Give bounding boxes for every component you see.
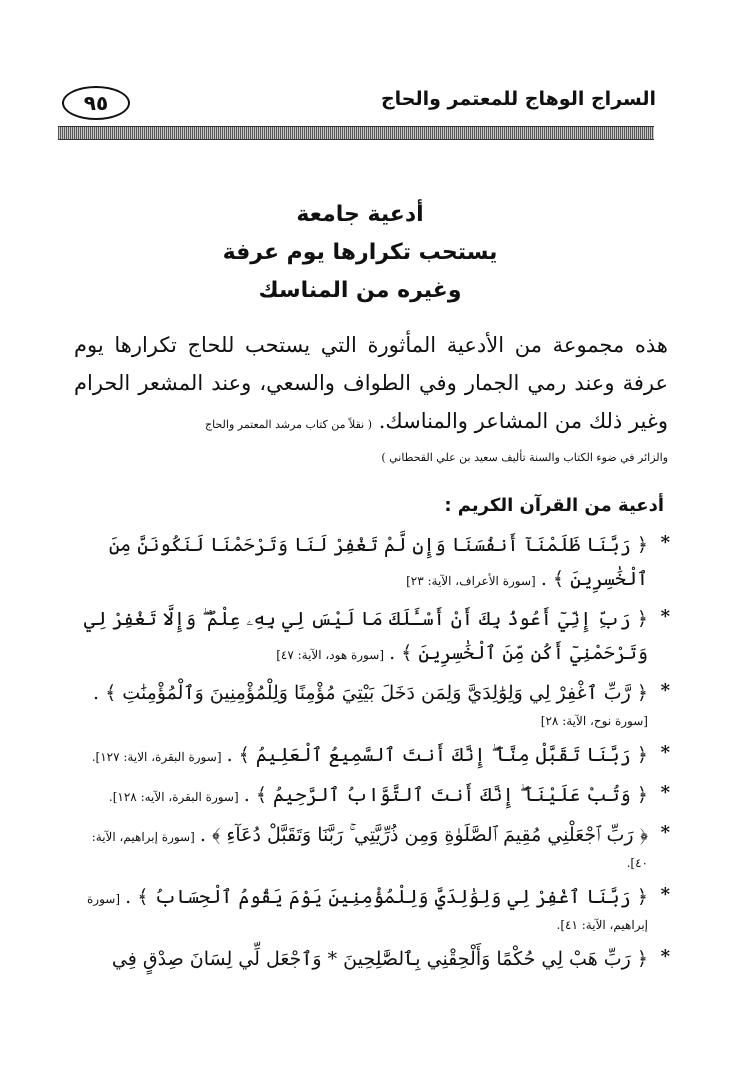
page-number: ٩٥: [83, 91, 109, 115]
dua-verse: ﴿ رَبِّ إِنِّيٓ أَعُوذُ بِكَ أَنْ أَسْـَٔلَكَ مَا لَيْسَ لِي بِهِۦ عِلْمٌ ۖ وَإِلَّا تَغْفِرْ لِي وَتَرْحَمْنِيٓ أَكُن مِّنَ ٱلْخَٰسِرِينَ ﴾ .: [83, 608, 648, 664]
intro-source-note-continued: والزائر في ضوء الكتاب والسنة تأليف سعيد بن علي القحطاني ): [381, 451, 668, 464]
section-heading: أدعية من القرآن الكريم :: [444, 495, 664, 516]
dua-item: [78, 880, 670, 936]
dua-reference: [سورة إبراهيم، الآية: ٤١].: [86, 892, 648, 932]
dua-reference: [سورة إبراهيم، الآية: ٤٠].: [91, 830, 648, 870]
chapter-title-line-3: وغيره من المناسك: [258, 278, 462, 303]
dua-verse: ﴿ رَّبِّ ٱغْفِرْ لِي وَلِوَٰلِدَيَّ وَلِمَن دَخَلَ بَيْتِيَ مُؤْمِنًا وَلِلْمُؤْمِنِينَ وَٱلْمُؤْمِنَٰتِ ﴾ .: [93, 682, 648, 704]
bullet-star-icon: *: [660, 884, 670, 905]
dua-verse: ﴿ رَبَّنَا تَقَبَّلْ مِنَّآ ۖ إِنَّكَ أَنتَ ٱلسَّمِيعُ ٱلْعَلِيمُ ﴾ .: [226, 744, 648, 766]
bullet-star-icon: *: [660, 606, 670, 627]
dua-reference: [سورة البقرة، الآيه: ١٢٨].: [108, 790, 239, 804]
intro-text: هذه مجموعة من الأدعية المأثورة التي يستحب للحاج تكرارها يوم عرفة وعند رمي الجمار وفي الطواف والسعي، وعند المشعر الحرام وغير ذلك من المشاعر والمناسك.: [74, 333, 668, 433]
dua-item: [78, 778, 670, 812]
chapter-title-line-2: يستحب تكرارها يوم عرفة: [222, 240, 498, 265]
book-title: السراج الوهاج للمعتمر والحاج: [380, 88, 656, 110]
page-number-oval: [62, 86, 130, 120]
dua-item: [78, 818, 670, 874]
dua-item: [78, 676, 670, 732]
dua-reference: [سورة هود، الآية: ٤٧]: [276, 648, 384, 662]
dua-verse: ﴿ رَبِّ ٱجْعَلْنِي مُقِيمَ ٱلصَّلَوٰةِ وَمِن ذُرِّيَّتِي ۚ رَبَّنَا وَتَقَبَّلْ دُعَآءِ ﴾ .: [199, 824, 648, 846]
dua-item: [78, 738, 670, 772]
bullet-star-icon: *: [660, 782, 670, 803]
bullet-star-icon: *: [660, 680, 670, 701]
bullet-star-icon: *: [660, 946, 670, 967]
chapter-title: [150, 196, 570, 310]
chapter-title-line-1: أدعية جامعة: [296, 202, 424, 227]
bullet-star-icon: *: [660, 532, 670, 553]
dua-item: [78, 528, 670, 596]
dua-reference: [سورة البقرة، الاية: ١٢٧].: [91, 750, 222, 764]
bullet-star-icon: *: [660, 742, 670, 763]
intro-source-note: ( نقلاً من كتاب مرشد المعتمر والحاج: [204, 418, 373, 431]
dua-verse: ﴿ رَبَّنَا ظَلَمْنَآ أَنفُسَنَا وَإِن لَّمْ تَغْفِرْ لَنَا وَتَرْحَمْنَا لَنَكُونَنَّ مِنَ ٱلْخَٰسِرِينَ ﴾ .: [108, 534, 648, 590]
dua-reference: [سورة الأعراف، الآية: ٢٣]: [406, 574, 536, 588]
dua-verse: ﴿ وَتُبْ عَلَيْنَآ ۖ إِنَّكَ أَنتَ ٱلتَّوَّابُ ٱلرَّحِيمُ ﴾ .: [243, 784, 648, 806]
dua-list: [78, 528, 670, 982]
dua-verse: ﴿ رَبَّنَا ٱغْفِرْ لِي وَلِوَٰلِدَيَّ وَلِلْمُؤْمِنِينَ يَوْمَ يَقُومُ ٱلْحِسَابُ ﴾ .: [125, 886, 648, 908]
dua-item: [78, 602, 670, 670]
bullet-star-icon: *: [660, 822, 670, 843]
dua-reference: [سورة نوح، الآية: ٢٨]: [540, 714, 648, 728]
intro-paragraph: [74, 326, 668, 444]
running-header: [56, 86, 656, 126]
dua-verse: ﴿ رَبِّ هَبْ لِي حُكْمًا وَأَلْحِقْنِي بِٱلصَّٰلِحِينَ * وَٱجْعَل لِّي لِسَانَ صِدْقٍ فِي: [111, 948, 648, 970]
dua-item: [78, 942, 670, 976]
header-rule: [58, 126, 654, 140]
